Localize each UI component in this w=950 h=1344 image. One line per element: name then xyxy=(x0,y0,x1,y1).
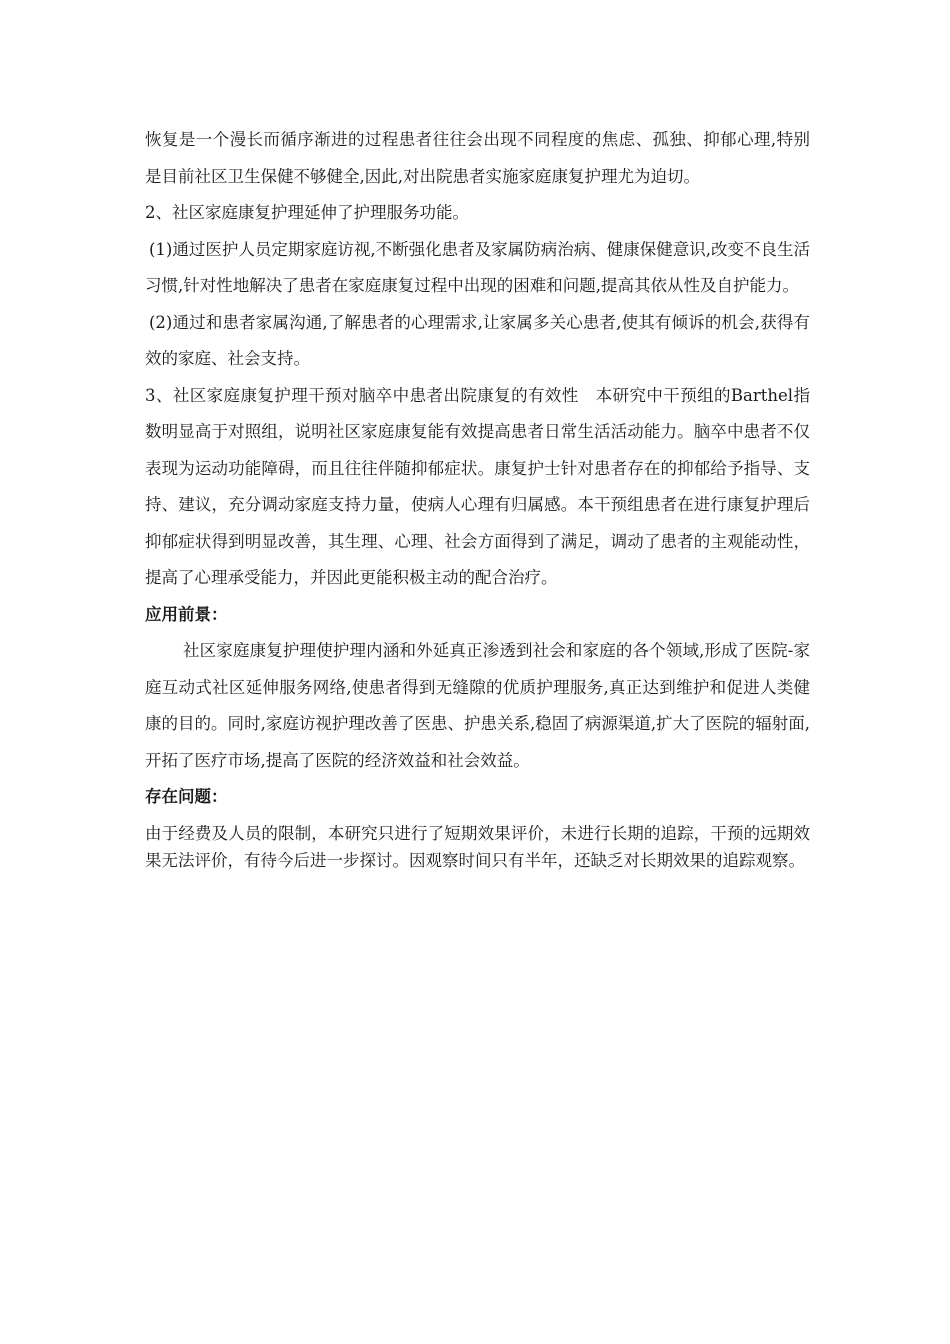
paragraph-recovery-intro: 恢复是一个漫长而循序渐进的过程患者往往会出现不同程度的焦虑、孤独、抑郁心理,特别是目前社区卫生保健不够健全,因此,对出院患者实施家庭康复护理尤为迫切。 xyxy=(145,130,810,186)
paragraph-section-3: 3、社区家庭康复护理干预对脑卒中患者出院康复的有效性 本研究中干预组的Barthel指数明显高于对照组，说明社区家庭康复能有效提高患者日常生活活动能力。脑卒中患者不仅表现为运动功能障碍，而且往往伴随抑郁症状。康复护士针对患者存在的抑郁给予指导、支持、建议，充分调动家庭支持力量，使病人心理有归属感。本干预组患者在进行康复护理后抑郁症状得到明显改善，其生理、心理、社会方面得到了满足，调动了患者的主观能动性，提高了心理承受能力，并因此更能积极主动的配合治疗。 xyxy=(145,385,810,587)
paragraph-item-2: (2)通过和患者家属沟通,了解患者的心理需求,让家属多关心患者,使其有倾诉的机会,获得有效的家庭、社会支持。 xyxy=(145,312,810,368)
heading-application-prospect: 应用前景： xyxy=(145,604,228,624)
paragraph-application-prospect: 社区家庭康复护理使护理内涵和外延真正渗透到社会和家庭的各个领域,形成了医院-家庭互动式社区延伸服务网络,使患者得到无缝隙的优质护理服务,真正达到维护和促进人类健康的目的。同时,家庭访视护理改善了医患、护患关系,稳固了病源渠道,扩大了医院的辐射面,开拓了医疗市场,提高了医院的经济效益和社会效益。 xyxy=(145,641,810,770)
paragraph-item-1: (1)通过医护人员定期家庭访视,不断强化患者及家属防病治病、健康保健意识,改变不良生活习惯,针对性地解决了患者在家庭康复过程中出现的困难和问题,提高其依从性及自护能力。 xyxy=(145,239,810,295)
paragraph-existing-problems: 由于经费及人员的限制，本研究只进行了短期效果评价，未进行长期的追踪，干预的远期效果无法评价，有待今后进一步探讨。因观察时间只有半年，还缺乏对长期效果的追踪观察。 xyxy=(145,823,810,870)
document-body xyxy=(145,122,810,874)
heading-existing-problems: 存在问题： xyxy=(145,787,228,806)
section-2-title: 2、社区家庭康复护理延伸了护理服务功能。 xyxy=(145,203,469,222)
